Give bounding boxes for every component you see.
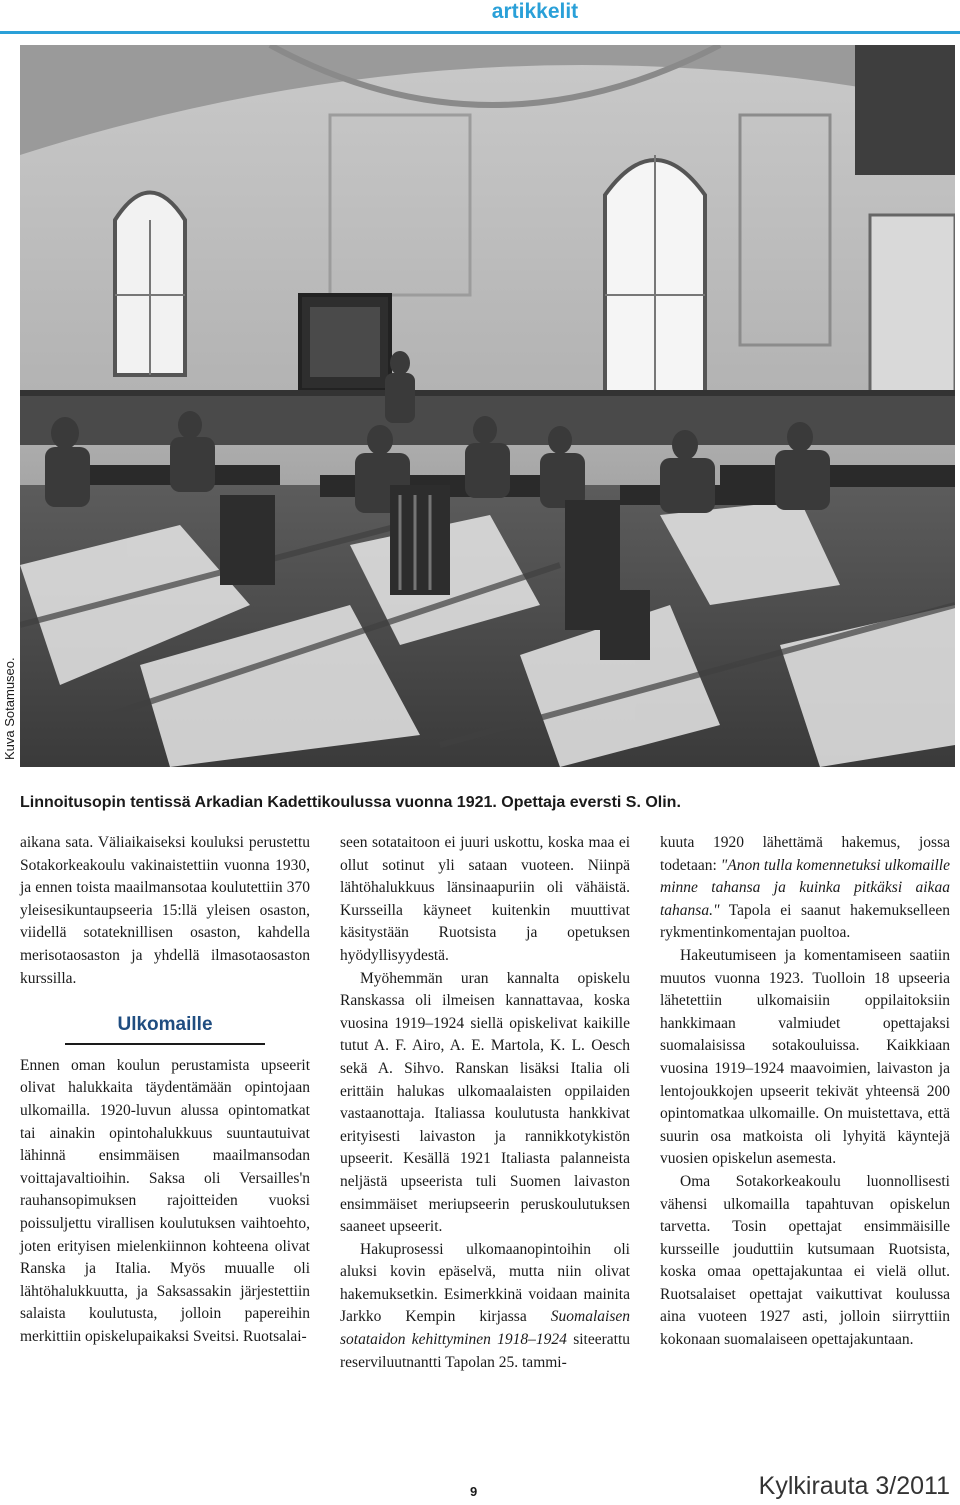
text-column-2 xyxy=(340,832,630,1374)
paragraph xyxy=(340,1239,630,1375)
paragraph-text: Tapola ei saanut hakemukselleen rykmentinkomentajan puoltoa. xyxy=(660,901,950,942)
paragraph-text: siteerattu reserviluutnantti Tapolan 25. tammi- xyxy=(340,1331,630,1371)
publication-name: Kylkirauta 3/2011 xyxy=(758,1472,950,1500)
paragraph xyxy=(660,832,950,945)
paragraph: Ennen oman koulun perustamista upseerit olivat halukkaita täydentämään opintojaan ulkomailla. 1920-luvun alussa opintomatkat tai ainakin opintohalukkuus suuntautuivat lähinnä ensimmäisen maailmansodan voittajavaltioihin. Saksa oli Versailles'n rauhansopimuksen rajoitteiden vuoksi poissuljettu virallisen koulutuksen vaihtoehto, joten erityisen mielenkiinnon kohteena olivat Ranska ja Italia. Myös muualle oli lähtöhalukkuutta, ja Saksassakin järjestettiin salaista koulutusta, jolloin papereihin merkittiin opiskelupaikaksi Sveitsi. Ruotsalai- xyxy=(20,1056,310,1345)
text-column-3 xyxy=(660,832,950,1352)
photo-illustration xyxy=(20,45,955,767)
photo-caption: Linnoitusopin tentissä Arkadian Kadettikoulussa vuonna 1921. Opettaja eversti S. Olin. xyxy=(20,794,681,811)
paragraph: Myöhemmän uran kannalta opiskelu Ranskassa oli ilmeisen kannattavaa, koska vuosina 1919–1924 siellä opiskelivat kaikille tutut A. F. Airo, A. E. Martola, K. L. Oesch sekä A. Sihvo. Ranskan lisäksi Italia oli erittäin halukas ulkomaalaisten oppilaiden vastaanottaja. Italiassa koulutusta hankkivat erityisesti laivaston ja rannikkotykistön upseerit. Kesällä 1921 Italiasta palanneista neljästä upseerista tuli Suomen laivaston ensimmäiset meriupseerin peruskoulutuksen saaneet upseerit. xyxy=(340,969,630,1236)
paragraph: Hakeutumiseen ja komentamiseen saatiin muutos vuonna 1923. Tuolloin 18 upseeria lähetettiin ulkomaisiin oppilaitoksiin hankkimaan valmiudet opettajaksi suomalaisissa sotakouluissa. Kaikkiaan vuosina 1919–1924 maavoimien, laivaston ja lentojoukkojen upseerit tekivät yhteensä 200 opintomatkaa ulkomaille. On muistettava, että suurin osa matkoista oli lyhyitä käyntejä vuosien opiskelun asemesta. xyxy=(660,946,950,1168)
heading-rule xyxy=(65,1043,265,1045)
section-heading: Ulkomaille xyxy=(117,1014,213,1036)
paragraph-text: Hakuprosessi ulkomaanopintoihin oli aluksi kovin epäselvä, mutta niin olivat hakemuksetkin. Esimerkkinä voidaan mainita Jarkko Kempin kirjassa xyxy=(340,1240,630,1326)
paragraph: seen sotataitoon ei juuri uskottu, koska maa ei ollut sotinut yli sataan vuoteen. Niinpä lähtöhalukkuus länsinaapuriin oli vähäistä. Kursseilla käyneet kuitenkin muuttivat käsitystään Ruotsista ja opetuksen hyödyllisyydestä. xyxy=(340,834,630,964)
section-label: artikkelit xyxy=(491,0,579,23)
header-rule xyxy=(0,31,960,34)
paragraph: aikana sata. Väliaikaiseksi kouluksi perustettu Sotakorkeakoulu vakinaistettiin vuonna 1930, ja ennen toista maailmansotaa koulutettiin 370 yleisesikuntaupseeria 15:llä yleisen osaston, viidellä sotateknillisen osaston, kahdella merisotaosaston ja yhdellä ilmasotaosaston kurssilla. xyxy=(20,834,310,987)
quotation: "Anon tulla komennetuksi ulkomaille minne tahansa ja kuinka pitkäksi aikaa tahansa." xyxy=(660,856,950,919)
book-title: Suomalaisen sotataidon kehittyminen 1918–1924 xyxy=(340,1308,630,1349)
classroom-photo xyxy=(20,45,955,767)
page-number: 9 xyxy=(470,1484,478,1499)
paragraph: Oma Sotakorkeakoulu luonnollisesti vähensi ulkomailla tapahtuvan opiskelun tarvetta. Tosin opettajat ensimmäisille kursseille jouduttiin kutsumaan Ruotsista, koska omaa opettajakuntaa ei vielä ollut. Ruotsalaiset opettajat vaikuttivat koulussa aina vuoteen 1927 asti, jolloin siirryttiin kokonaan suomalaiseen opettajakuntaan. xyxy=(660,1172,950,1349)
paragraph-text: kuuta 1920 lähettämä hakemus, jossa todetaan: xyxy=(660,834,950,874)
text-column-1 xyxy=(20,832,310,1348)
